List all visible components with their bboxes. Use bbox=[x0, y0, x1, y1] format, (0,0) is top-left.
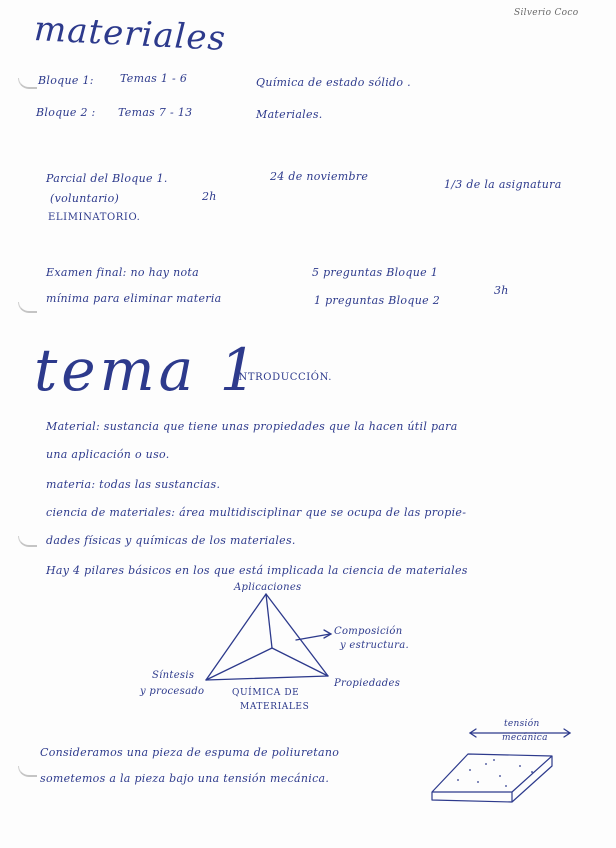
page-title: materiales bbox=[33, 8, 228, 60]
diagram-center-2: MATERIALES bbox=[240, 702, 310, 712]
definition-ciencia-1: ciencia de materiales: área multidisciplinar que se ocupa de las propie- bbox=[46, 506, 467, 519]
diagram-label-propiedades: Propiedades bbox=[334, 678, 401, 689]
final-exam-line-2: mínima para eliminar materia bbox=[46, 292, 222, 305]
diagram-label-sintesis-1: Síntesis bbox=[152, 670, 195, 681]
final-duration: 3h bbox=[494, 284, 509, 297]
block-1-subject: Química de estado sólido . bbox=[256, 76, 411, 89]
tema-heading: tema 1 bbox=[34, 336, 261, 404]
final-exam-line-1: Examen final: no hay nota bbox=[46, 266, 200, 279]
final-questions-1: 5 preguntas Bloque 1 bbox=[312, 266, 438, 279]
partial-date: 24 de noviembre bbox=[270, 170, 369, 183]
block-1-label: Bloque 1: bbox=[38, 74, 94, 87]
final-questions-2: 1 preguntas Bloque 2 bbox=[314, 294, 440, 307]
tema-subtitle: INTRODUCCIÓN. bbox=[234, 372, 333, 383]
block-2-label: Bloque 2 : bbox=[36, 106, 96, 119]
partial-exam: Parcial del Bloque 1. bbox=[46, 172, 168, 185]
diagram-center-1: QUÍMICA DE bbox=[232, 688, 300, 698]
block-2-subject: Materiales. bbox=[256, 108, 323, 121]
diagram-label-composicion-1: Composición bbox=[334, 626, 403, 637]
partial-voluntary: (voluntario) bbox=[50, 192, 120, 205]
definition-material-1: Material: sustancia que tiene unas propiedades que la hacen útil para bbox=[46, 420, 458, 433]
partial-duration: 2h bbox=[202, 190, 217, 203]
block-2-topics: Temas 7 - 13 bbox=[118, 106, 193, 119]
partial-fraction: 1/3 de la asignatura bbox=[444, 178, 562, 191]
diagram-label-aplicaciones: Aplicaciones bbox=[234, 582, 302, 593]
block-1-topics: Temas 1 - 6 bbox=[120, 72, 188, 85]
diagram-label-composicion-2: y estructura. bbox=[340, 640, 409, 651]
definition-material-2: una aplicación o uso. bbox=[46, 448, 170, 461]
eliminatory-label: ELIMINATORIO. bbox=[48, 212, 141, 223]
example-line-2: sometemos a la pieza bajo una tensión mecánica. bbox=[40, 772, 330, 785]
diagram-label-sintesis-2: y procesado bbox=[140, 686, 205, 697]
definition-ciencia-2: dades físicas y químicas de los materiales. bbox=[46, 534, 296, 547]
author-name: Silverio Coco bbox=[514, 8, 579, 18]
four-pillars-sentence: Hay 4 pilares básicos en los que está implicada la ciencia de materiales bbox=[46, 564, 468, 577]
definition-materia: materia: todas las sustancias. bbox=[46, 478, 221, 491]
tension-label-2: mecánica bbox=[502, 733, 548, 743]
tension-label-1: tensión bbox=[504, 719, 540, 729]
example-line-1: Consideramos una pieza de espuma de poliuretano bbox=[40, 746, 340, 759]
